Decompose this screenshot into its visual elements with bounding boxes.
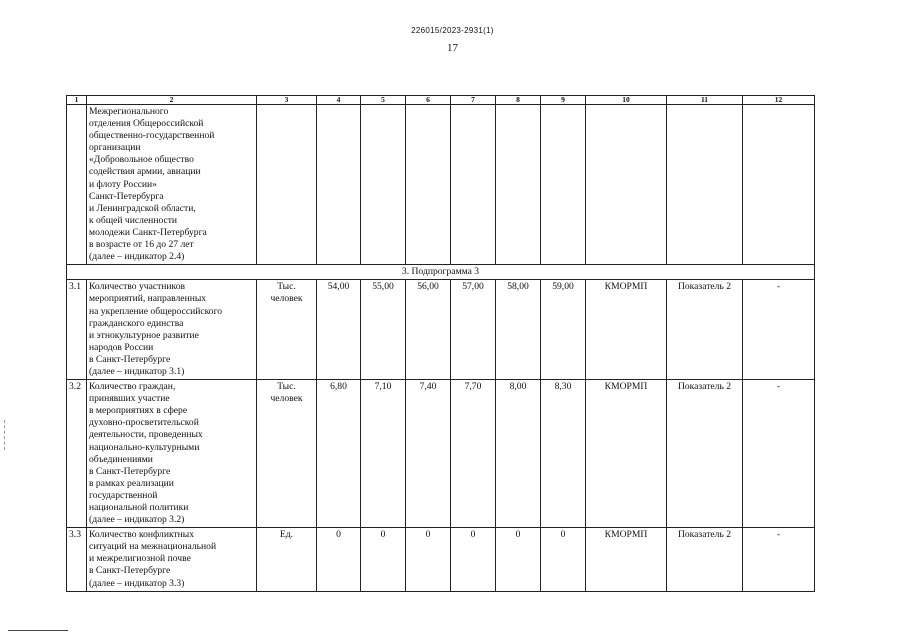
value: 8,00: [496, 380, 541, 528]
table-row: [67, 528, 815, 591]
col-11: 11: [667, 96, 743, 105]
indicator-name: Количество граждан, принявших участие в мероприятиях в сфере духовно-просветительской деятельности, проведенных национально-культурными объединениями в Санкт-Петербурге в рамках реализации государственной национальной политики (далее – индикатор 3.2): [87, 380, 257, 528]
note: -: [743, 528, 815, 591]
table-row: [67, 380, 815, 528]
value: 0: [496, 528, 541, 591]
indicator-ref: Показатель 2: [667, 380, 743, 528]
col-7: 7: [451, 96, 496, 105]
document-id: 226015/2023-2931(1): [411, 26, 494, 35]
col-8: 8: [496, 96, 541, 105]
col-5: 5: [361, 96, 406, 105]
value: 7,40: [406, 380, 451, 528]
value: 58,00: [496, 280, 541, 380]
value: 0: [361, 528, 406, 591]
row-number: 3.3: [67, 528, 87, 591]
col-9: 9: [541, 96, 586, 105]
indicator-ref: Показатель 2: [667, 280, 743, 380]
section-row: [67, 265, 815, 280]
table-row: [67, 280, 815, 380]
col-6: 6: [406, 96, 451, 105]
value: 0: [451, 528, 496, 591]
col-3: 3: [257, 96, 317, 105]
value: 6,80: [317, 380, 361, 528]
col-10: 10: [586, 96, 667, 105]
col-1: 1: [67, 96, 87, 105]
col-2: 2: [87, 96, 257, 105]
indicator-name: Межрегионального отделения Общероссийской общественно-государственной организации «Добровольное общество содействия армии, авиации и флоту России» Санкт-Петербурга и Ленинградской области, к общей численности молодежи Санкт-Петербурга в возрасте от 16 до 27 лет (далее – индикатор 2.4): [87, 105, 257, 265]
value: 8,30: [541, 380, 586, 528]
row-number: 3.2: [67, 380, 87, 528]
page-number: 17: [447, 42, 458, 54]
column-number-row: [67, 96, 815, 105]
col-4: 4: [317, 96, 361, 105]
continuation-row: [67, 105, 815, 265]
unit: Ед.: [257, 528, 317, 591]
indicator-name: Количество конфликтных ситуаций на межнациональной и межрелигиозной почве в Санкт-Петербурге (далее – индикатор 3.3): [87, 528, 257, 591]
row-number: 3.1: [67, 280, 87, 380]
value: 0: [541, 528, 586, 591]
value: 7,70: [451, 380, 496, 528]
note: -: [743, 280, 815, 380]
unit: Тыс. человек: [257, 380, 317, 528]
value: 59,00: [541, 280, 586, 380]
value: 57,00: [451, 280, 496, 380]
value: 0: [317, 528, 361, 591]
executor: КМОРМП: [586, 280, 667, 380]
note: -: [743, 380, 815, 528]
value: 56,00: [406, 280, 451, 380]
bottom-divider: [8, 630, 68, 631]
value: 0: [406, 528, 451, 591]
indicator-name: Количество участников мероприятий, направленных на укрепление общероссийского гражданского единства и этнокультурное развитие народов России в Санкт-Петербурге (далее – индикатор 3.1): [87, 280, 257, 380]
indicators-table: [66, 95, 815, 592]
margin-mark: [4, 420, 6, 450]
executor: КМОРМП: [586, 380, 667, 528]
value: 7,10: [361, 380, 406, 528]
value: 55,00: [361, 280, 406, 380]
col-12: 12: [743, 96, 815, 105]
section-title: 3. Подпрограмма 3: [67, 265, 815, 280]
unit: Тыс. человек: [257, 280, 317, 380]
executor: КМОРМП: [586, 528, 667, 591]
indicator-ref: Показатель 2: [667, 528, 743, 591]
value: 54,00: [317, 280, 361, 380]
